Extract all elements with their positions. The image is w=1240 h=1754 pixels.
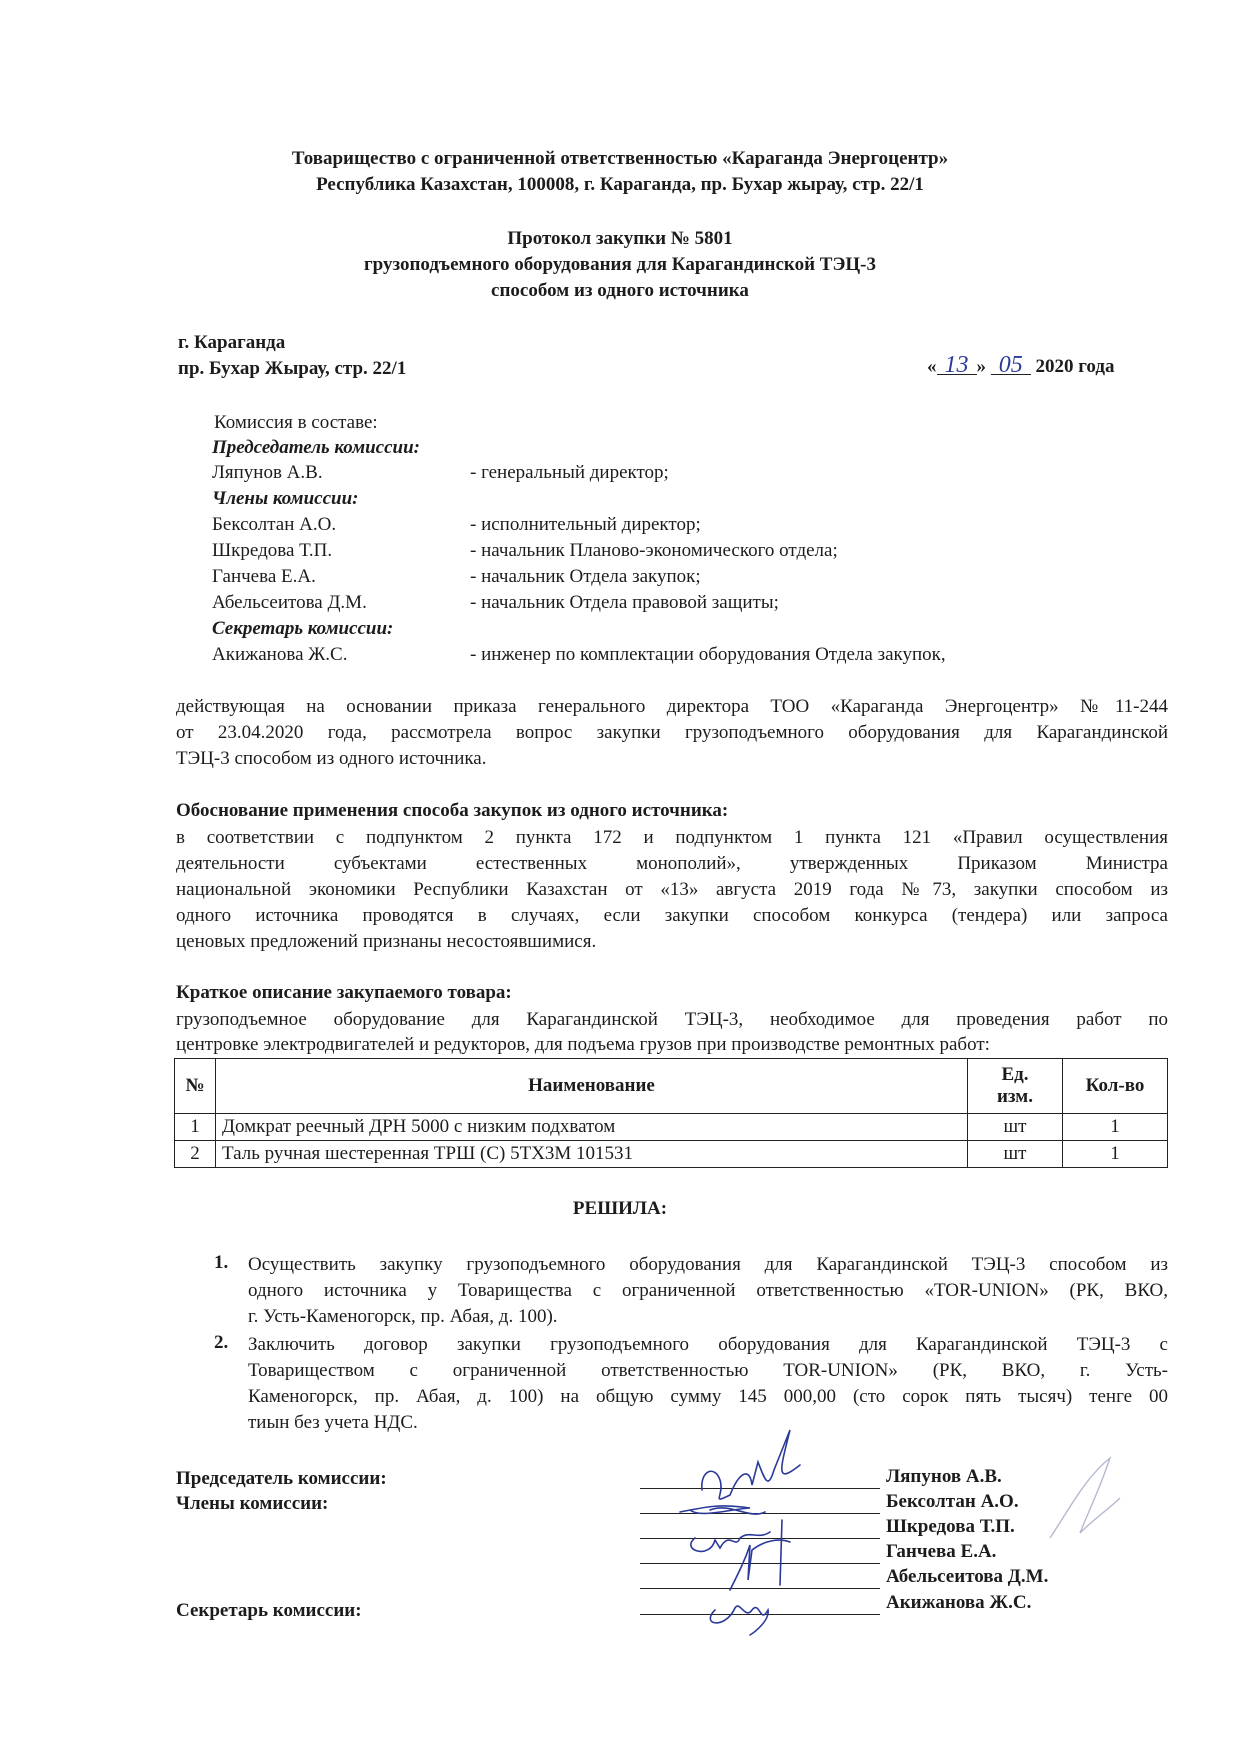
- decision-item-number: 2.: [214, 1332, 229, 1353]
- protocol-method: способом из одного источника: [491, 280, 749, 301]
- table-row: [175, 1114, 1168, 1141]
- date-year: 2020 года: [1035, 356, 1115, 377]
- signature-scribble: [1050, 1458, 1120, 1538]
- signature-scribble: [730, 1520, 790, 1590]
- secretary-name: Акижанова Ж.С.: [212, 644, 348, 665]
- chair-title: Председатель комиссии:: [212, 437, 420, 458]
- decision-heading: РЕШИЛА:: [572, 1198, 668, 1219]
- commission-intro: Комиссия в составе:: [214, 412, 378, 433]
- signature-scribble: [691, 1532, 770, 1551]
- member-name: Ганчева Е.А.: [212, 566, 316, 587]
- protocol-date: [927, 352, 1115, 378]
- header-unit-line1: Ед.: [1001, 1064, 1029, 1085]
- signature-scribble: [710, 1606, 768, 1635]
- organization-name: Товарищество с ограниченной ответственностью «Караганда Энергоцентр»: [291, 148, 949, 169]
- date-quote-open: «: [927, 356, 937, 377]
- signature-secretary-label: Секретарь комиссии:: [176, 1600, 362, 1621]
- row-unit: шт: [968, 1141, 1063, 1168]
- date-month: 05: [991, 356, 1031, 375]
- justification-heading: Обоснование применения способа закупок из одного источника:: [176, 800, 729, 821]
- signatory-name: Ганчева Е.А.: [886, 1541, 997, 1562]
- secretary-title: Секретарь комиссии:: [212, 618, 394, 639]
- date-quote-close: »: [976, 356, 986, 377]
- signatory-name: Абельсеитова Д.М.: [886, 1566, 1049, 1587]
- header-num: №: [175, 1059, 216, 1114]
- protocol-title: Протокол закупки № 5801: [507, 228, 733, 249]
- decision-item-line: Каменогорск, пр. Абая, д. 100) на общую сумму 145 000,00 (сто сорок пять тысяч) тенге 00: [248, 1386, 1168, 1407]
- decision-item-line: Осуществить закупку грузоподъемного оборудования для Карагандинской ТЭЦ-3 способом из: [248, 1254, 1168, 1275]
- signature-scribble: [702, 1430, 800, 1499]
- row-unit: шт: [968, 1114, 1063, 1141]
- signature-members-label: Члены комиссии:: [176, 1493, 329, 1514]
- member-name: Бексолтан А.О.: [212, 514, 337, 535]
- date-day: 13: [937, 356, 977, 375]
- chair-role: - генеральный директор;: [470, 462, 669, 483]
- decision-item-line: одного источника у Товарищества с ограниченной ответственностью «TOR-UNION» (РК, ВКО,: [248, 1280, 1168, 1301]
- decision-item-line: тиын без учета НДС.: [248, 1412, 418, 1433]
- decision-item-number: 1.: [214, 1252, 229, 1273]
- member-role: - исполнительный директор;: [470, 514, 701, 535]
- basis-line: действующая на основании приказа генерального директора ТОО «Караганда Энергоцентр» №11-244: [176, 696, 1168, 717]
- row-num: 2: [175, 1141, 216, 1168]
- header-unit-line2: изм.: [996, 1086, 1033, 1107]
- member-name: Абельсеитова Д.М.: [212, 592, 367, 613]
- protocol-subject: грузоподъемного оборудования для Карагандинской ТЭЦ-3: [364, 254, 876, 275]
- justification-line: национальной экономики Республики Казахстан от «13» августа 2019 года №73, закупки способом из: [176, 879, 1168, 900]
- signature-scribble: [680, 1506, 765, 1514]
- signatory-name: Ляпунов А.В.: [886, 1466, 1002, 1487]
- table-header-row: [175, 1059, 1168, 1114]
- member-name: Шкредова Т.П.: [212, 540, 333, 561]
- header-unit: [968, 1059, 1063, 1114]
- header-name: Наименование: [216, 1059, 968, 1114]
- decision-item-line: г. Усть-Каменогорск, пр. Абая, д. 100).: [248, 1306, 558, 1327]
- members-title: Члены комиссии:: [212, 488, 359, 509]
- decision-item-line: Товариществом с ограниченной ответственностью TOR-UNION» (РК, ВКО, г. Усть-: [248, 1360, 1168, 1381]
- place-street: пр. Бухар Жырау, стр. 22/1: [178, 358, 407, 379]
- justification-line: в соответствии с подпунктом 2 пункта 172 и подпунктом 1 пункта 121 «Правил осуществления: [176, 827, 1168, 848]
- signatory-name: Шкредова Т.П.: [886, 1516, 1015, 1537]
- member-role: - начальник Планово-экономического отдела;: [470, 540, 838, 561]
- description-heading: Краткое описание закупаемого товара:: [176, 982, 512, 1003]
- description-line: центровке электродвигателей и редукторов, для подъема грузов при производстве ремонтных работ:: [176, 1034, 990, 1055]
- row-name: Таль ручная шестеренная ТРШ (С) 5ТХ3М 101531: [216, 1141, 968, 1168]
- justification-line: деятельности субъектами естественных монополий», утвержденных Приказом Министра: [176, 853, 1168, 874]
- description-line: грузоподъемное оборудование для Карагандинской ТЭЦ-3, необходимое для проведения работ по: [176, 1009, 1168, 1030]
- row-qty: 1: [1063, 1141, 1168, 1168]
- chair-name: Ляпунов А.В.: [212, 462, 323, 483]
- secretary-role: - инженер по комплектации оборудования Отдела закупок,: [470, 644, 946, 665]
- signatory-name: Акижанова Ж.С.: [886, 1592, 1032, 1613]
- member-role: - начальник Отдела закупок;: [470, 566, 701, 587]
- signatory-name: Бексолтан А.О.: [886, 1491, 1019, 1512]
- justification-line: ценовых предложений признаны несостоявшимися.: [176, 931, 597, 952]
- decision-item-line: Заключить договор закупки грузоподъемного оборудования для Карагандинской ТЭЦ-3 с: [248, 1334, 1168, 1355]
- basis-line: ТЭЦ-3 способом из одного источника.: [176, 748, 487, 769]
- row-name: Домкрат реечный ДРН 5000 с низким подхватом: [216, 1114, 968, 1141]
- place-city: г. Караганда: [178, 332, 286, 353]
- row-num: 1: [175, 1114, 216, 1141]
- organization-address: Республика Казахстан, 100008, г. Караганда, пр. Бухар жырау, стр. 22/1: [316, 174, 924, 195]
- basis-line: от 23.04.2020 года, рассмотрела вопрос закупки грузоподъемного оборудования для Карагандинской: [176, 722, 1168, 743]
- handwritten-signature-faint: [1040, 1448, 1130, 1548]
- table-row: [175, 1141, 1168, 1168]
- items-table: [174, 1058, 1168, 1168]
- row-qty: 1: [1063, 1114, 1168, 1141]
- member-role: - начальник Отдела правовой защиты;: [470, 592, 779, 613]
- header-qty: Кол-во: [1063, 1059, 1168, 1114]
- handwritten-signatures: [640, 1410, 870, 1640]
- signature-chair-label: Председатель комиссии:: [176, 1468, 387, 1489]
- justification-line: одного источника проводятся в случаях, если закупки способом конкурса (тендера) или запроса: [176, 905, 1168, 926]
